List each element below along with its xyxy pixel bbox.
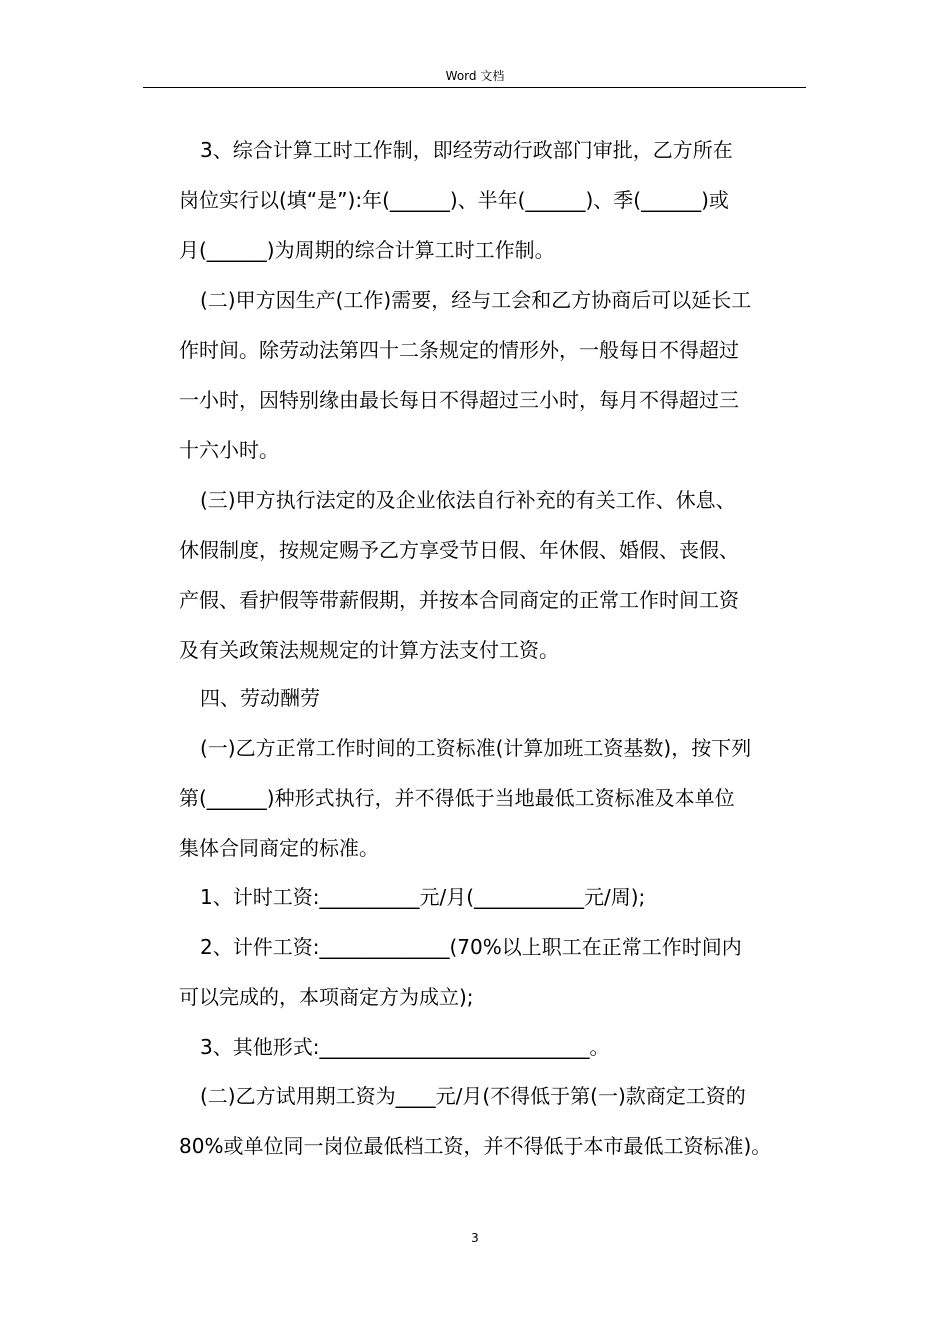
paragraph-line: 月(______)为周期的综合计算工时工作制。 (179, 238, 555, 262)
page-number: 3 (471, 1231, 479, 1245)
paragraph-line: 1、计时工资:__________元/月(___________元/周); (200, 885, 646, 909)
paragraph-line: 第(______)种形式执行，并不得低于当地最低工资标准及本单位 (179, 786, 735, 810)
paragraph-line: (一)乙方正常工作时间的工资标准(计算加班工资基数)，按下列 (200, 736, 752, 760)
paragraph-line: 岗位实行以(填“是”):年(______)、半年(______)、季(______)或 (179, 188, 729, 212)
paragraph-line: 集体合同商定的标准。 (179, 836, 379, 860)
paragraph-line: 作时间。除劳动法第四十二条规定的情形外，一般每日不得超过 (179, 338, 739, 362)
paragraph-line: 十六小时。 (179, 438, 279, 462)
paragraph-line: (二)乙方试用期工资为____元/月(不得低于第(一)款商定工资的 (200, 1084, 746, 1108)
paragraph-line: 一小时，因特别缘由最长每日不得超过三小时，每月不得超过三 (179, 388, 739, 412)
section-heading: 四、劳动酬劳 (200, 686, 320, 710)
paragraph-line: 及有关政策法规规定的计算方法支付工资。 (179, 638, 559, 662)
paragraph-line: 3、综合计算工时工作制，即经劳动行政部门审批，乙方所在 (200, 138, 733, 162)
paragraph-line: 2、计件工资:_____________(70%以上职工在正常工作时间内 (200, 935, 742, 959)
header-title: Word 文档 (445, 69, 505, 83)
paragraph-line: 休假制度，按规定赐予乙方享受节日假、年休假、婚假、丧假、 (179, 538, 739, 562)
paragraph-line: 可以完成的，本项商定方为成立); (179, 985, 474, 1009)
paragraph-line: 产假、看护假等带薪假期，并按本合同商定的正常工作时间工资 (179, 588, 739, 612)
paragraph-line: 3、其他形式:___________________________。 (200, 1035, 610, 1059)
paragraph-line: 80%或单位同一岗位最低档工资，并不得低于本市最低工资标准)。 (179, 1134, 772, 1158)
paragraph-line: (三)甲方执行法定的及企业依法自行补充的有关工作、休息、 (200, 488, 736, 512)
paragraph-line: (二)甲方因生产(工作)需要，经与工会和乙方协商后可以延长工 (200, 288, 752, 312)
header-divider (143, 87, 806, 88)
